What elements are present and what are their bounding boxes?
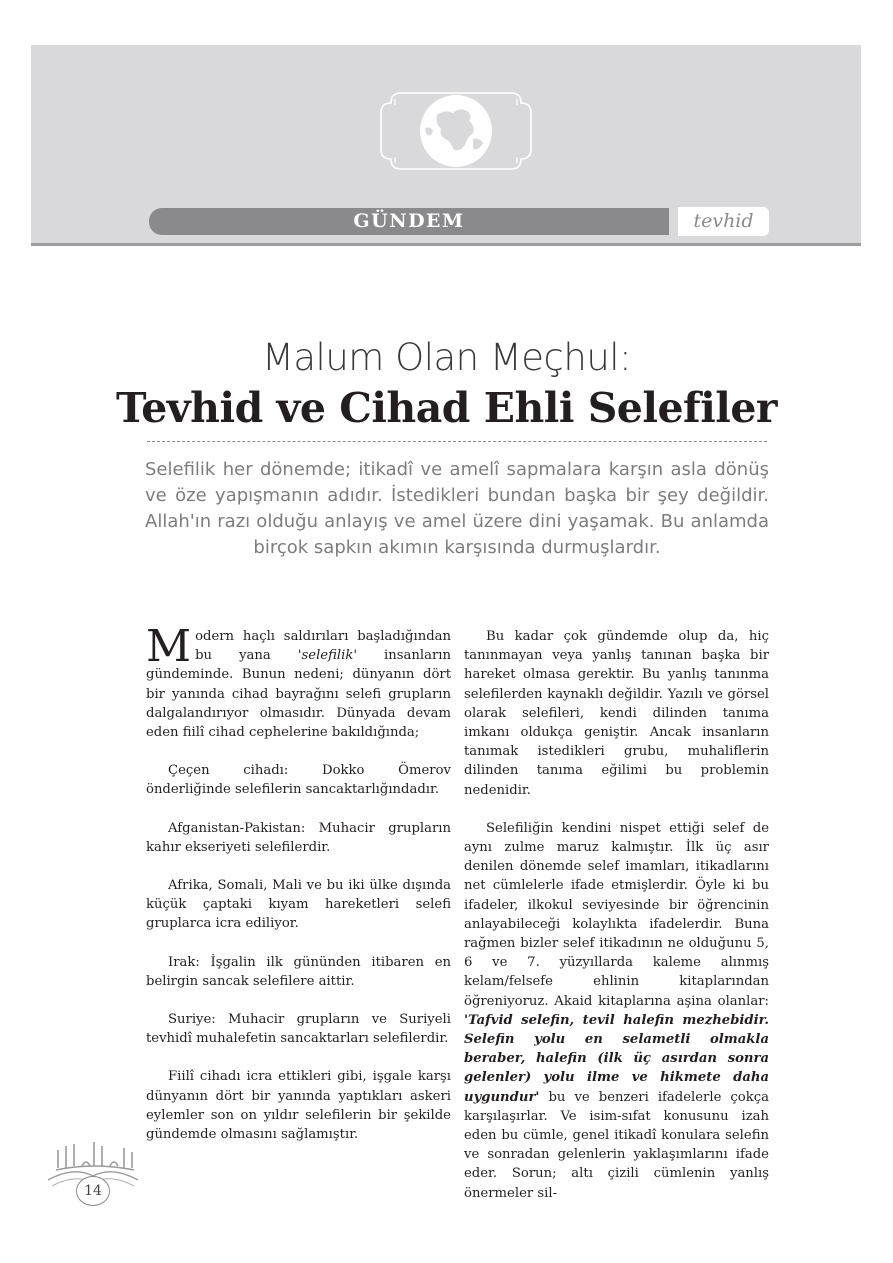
title-line-1: Malum Olan Meçhul: — [261, 336, 632, 379]
text-run: odern haçlı saldırıları başladığından bu yana — [195, 629, 451, 664]
text-run: bu ve benzeri ifadelerle çokça karşılaşırlar. Ve isim-sıfat konusunu izah eden bu cümle, genel itikadî konulara selefin ve sonradan gelenlerin yaklaşımlarını ifade eder. Sorun; altı çizili cümlenin yanlış önermeler sil- — [464, 1089, 769, 1201]
lede-paragraph: Selefilik her dönemde; itikadî ve amelî sapmalara karşın asla dönüş ve öze yapışmanın adıdır. İstedikleri bundan başka bir şey değildir. Allah'ın razı olduğu anlayış ve amel üzere dini yaşamak. Bu anlamda birçok sapkın akımın karşısında durmuşlardır. — [145, 459, 769, 558]
text-run: Selefiliğin kendini nispet ettiği selef de aynı zulme maruz kalmıştır. İlk üç asır denilen dönemde selef imamları, itikadlarını net cümlelerle ifade etmişlerdir. Öyle ki bu ifadeler, ilkokul seviyesinde bir öğrencinin anlayabileceği kolaylıkta ifadelerdir. Buna rağmen bizler selef itikadının ne olduğunu 5, 6 ve 7. yüzyıllarda kaleme alınmış kelam/felsefe ehlinin kitaplarından öğreniyoruz. Akaid kitaplarına aşina olanlar: — [464, 820, 769, 1009]
left-column — [146, 621, 451, 1163]
paragraph: Fiilî cihadı icra ettikleri gibi, işgale karşı dünyanın dört bir yanında yaptıkları askeri eylemler son on yıldır selefilerin bir şekilde gündemde olmasını sağlamıştır. — [146, 1069, 451, 1143]
header-rule — [31, 243, 861, 246]
right-column — [464, 627, 769, 1222]
paragraph — [146, 621, 451, 742]
drop-cap: M — [146, 621, 192, 672]
text-run: insanların gündeminde. Bunun nedeni; dünyanın dört bir yanında cihad bayrağını selefi grupların dalgalandırıyor olmasıdır. Dünyada devam eden fiilî cihad cephelerine bakıldığında; — [146, 648, 451, 741]
italic-term: 'selefilik' — [297, 648, 357, 664]
paragraph: Irak: İşgalin ilk gününden itibaren en belirgin sancak selefilere aittir. — [146, 954, 451, 989]
brand-label: tevhid — [693, 210, 754, 232]
section-title: GÜNDEM — [353, 210, 465, 232]
bold-quote: 'Tafvid selefin, tevil halefin mezhebidir. Selefin yolu en selametli olmakla beraber, halefin (ilk üç asırdan sonra gelenler) yolu ilme ve hikmete daha uygundur' — [464, 1012, 769, 1105]
paragraph: Suriye: Muhacir grupların ve Suriyeli tevhidî muhalefetin sancaktarları selefilerdir. — [146, 1012, 451, 1047]
paragraph: Bu kadar çok gündemde olup da, hiç tanınmayan veya yanlış tanınan başka bir hareket olmasa gerektir. Bu yanlış tanınma selefilerden kaynaklı değildir. Yazılı ve görsel olarak selefileri, kendi dilinden tanıma imkanı oldukça geniştir. Ancak insanların tanımak istedikleri grubu, muhaliflerin dilinden tanıma eğilimi bu problemin nedenidir. — [464, 629, 769, 798]
page-number: 14 — [76, 1176, 110, 1206]
globe-icon — [361, 85, 551, 177]
title-divider — [147, 441, 767, 442]
paragraph: Çeçen cihadı: Dokko Ömerov önderliğinde selefilerin sancaktarlığındadır. — [146, 763, 451, 798]
title-line-2: Tevhid ve Cihad Ehli Selefiler — [115, 384, 778, 432]
brand-tab — [678, 207, 769, 236]
header-banner — [31, 45, 861, 243]
section-bar — [149, 208, 669, 235]
paragraph — [464, 819, 769, 1203]
paragraph: Afrika, Somali, Mali ve bu iki ülke dışında küçük çaptaki kıyam hareketleri selefi gruplarca icra ediliyor. — [146, 878, 451, 932]
paragraph: Afganistan-Pakistan: Muhacir grupların kahır ekseriyeti selefilerdir. — [146, 820, 451, 855]
